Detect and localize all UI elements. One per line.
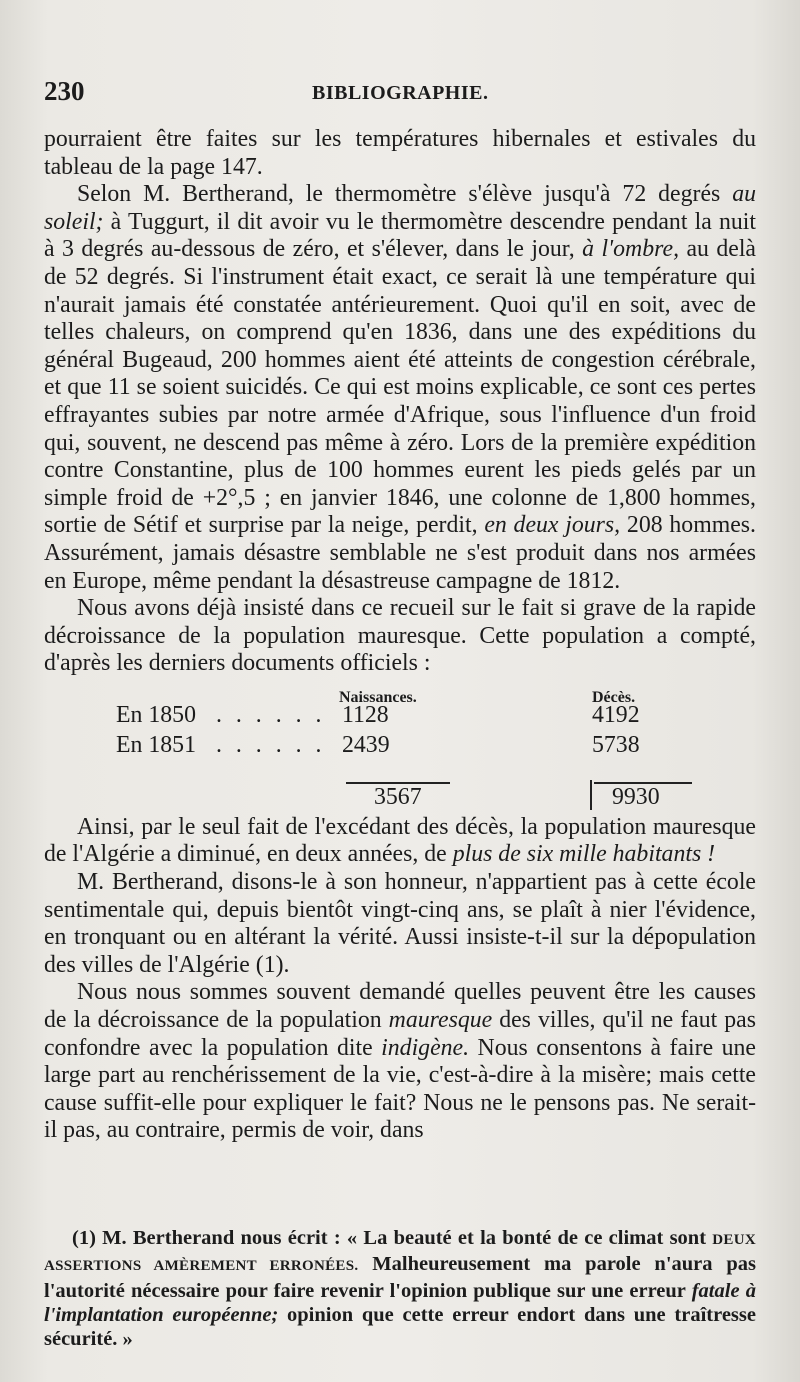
paragraph-6-emphasis-2: indigène. (381, 1034, 470, 1061)
column-header-deaths: Décès. (592, 688, 636, 706)
paragraph-5: M. Bertherand, disons-le à son honneur, n'appartient pas à cette école sentimentale qui, depuis bientôt vingt-cinq ans, se plaît à nier l'évidence, en tronquant ou en altérant la vérité. Aussi insiste-t-il sur la dépopulation des villes de l'Algérie (1). (44, 869, 756, 978)
page-number: 230 (44, 76, 85, 106)
row-deaths: 4192 (592, 701, 640, 728)
paragraph-4-text: Ainsi, par le seul fait de l'excédant des décès, la population mauresque de l'Algérie a diminué, en deux années, de (44, 813, 756, 868)
total-separator (590, 780, 592, 810)
footnote-text-c: opinion que cette erreur endort dans une traîtresse sécurité. » (44, 1303, 756, 1351)
footnote-text-a: (1) M. Bertherand nous écrit : « La beauté et la bonté de ce climat sont (72, 1227, 713, 1249)
total-deaths: 9930 (612, 783, 660, 810)
footnote (44, 1226, 756, 1351)
row-year: En 1851 (116, 731, 196, 758)
page-header (44, 76, 756, 116)
paragraph-3: Nous avons déjà insisté dans ce recueil sur le fait si grave de la rapide décroissance de la population mauresque. Cette population a compté, d'après les derniers documents officiels : (44, 595, 756, 677)
paragraph-6-text-c: Nous consentons à faire une large part au renchérissement de la vie, c'est-à-dire à la misère; mais cette cause suffit-elle pour expliquer le fait? Nous ne le pensons pas. Ne serait-il pas, au contraire, permis de voir, dans (44, 1034, 756, 1144)
footnote-small-caps: DEUX ASSERTIONS AMÈREMENT ERRONÉES. (44, 1232, 756, 1275)
footnote-text-b: Malheureusement ma parole n'aura pas l'autorité nécessaire pour faire revenir l'opinion publique sur une erreur (44, 1253, 756, 1302)
paragraph-2-emphasis-1: au soleil; (44, 181, 756, 235)
row-leader-dots: . . . . . . (216, 731, 326, 758)
table-row (116, 732, 676, 760)
paragraph-2-text-b: à Tuggurt, il dit avoir vu le thermomètre descendre pendant la nuit à 3 degrés au-dessous de zéro, et s'élever, dans le jour, (44, 208, 756, 263)
paragraph-2-text-c: au delà de 52 degrés. Si l'instrument était exact, ce serait là une température qui n'aurait jamais été constatée antérieurement. Quoi qu'il en soit, avec de telles chaleurs, on comprend qu'en 1836, dans une des expéditions du général Bugeaud, 200 hommes aient été atteints de congestion cérébrale, et que 11 se soient suicidés. Ce qui est moins explicable, ce sont ces pertes effrayantes subies par notre armée d'Afrique, sous l'influence d'un froid qui, souvent, ne descend pas même à zéro. Lors de la première expédition contre Constantine, plus de 100 hommes eurent les pieds gelés par un simple froid de +2°,5 ; en janvier 1846, une colonne de 1,800 hommes, sortie de Sétif et surprise par la neige, perdit, (44, 236, 756, 539)
paragraph-6-emphasis-1: mauresque (388, 1007, 493, 1034)
paragraph-2-emphasis-3: en deux jours, (484, 512, 621, 539)
paragraph-4-emphasis: plus de six mille habitants ! (452, 841, 716, 868)
paragraph-2-emphasis-2: à l'ombre, (582, 236, 680, 263)
row-year: En 1850 (116, 701, 196, 728)
paragraph-2-text-a: Selon M. Bertherand, le thermomètre s'élève jusqu'à 72 degrés (77, 181, 733, 208)
paragraph-6 (44, 979, 756, 1145)
paragraph-2-text-d: 208 hommes. Assurément, jamais désastre semblable ne s'est produit dans nos armées en Europe, même pendant la désastreuse campagne de 1812. (44, 512, 756, 594)
footnote-emphasis: fatale à l'implantation européenne; (44, 1279, 756, 1326)
running-title: BIBLIOGRAPHIE. (312, 82, 489, 104)
total-births: 3567 (374, 783, 422, 810)
paragraph-6-text-b: des villes, qu'il ne faut pas confondre avec la population dite (44, 1007, 756, 1061)
paragraph-4 (44, 814, 756, 869)
paragraph-6-text-a: Nous nous sommes souvent demandé quelles peuvent être les causes de la décroissance de la population (44, 979, 756, 1034)
footnote-text (44, 1226, 756, 1351)
row-births: 2439 (342, 731, 390, 758)
row-births: 1128 (342, 701, 389, 728)
row-deaths: 5738 (592, 731, 640, 758)
column-header-births: Naissances. (339, 688, 417, 706)
table-row (116, 702, 676, 730)
body-text (44, 126, 756, 1145)
paragraph-2 (44, 181, 756, 595)
paragraph-1: pourraient être faites sur les températures hibernales et estivales du tableau de la page 147. (44, 126, 756, 180)
row-leader-dots: . . . . . . (216, 701, 326, 728)
population-table (44, 684, 756, 810)
